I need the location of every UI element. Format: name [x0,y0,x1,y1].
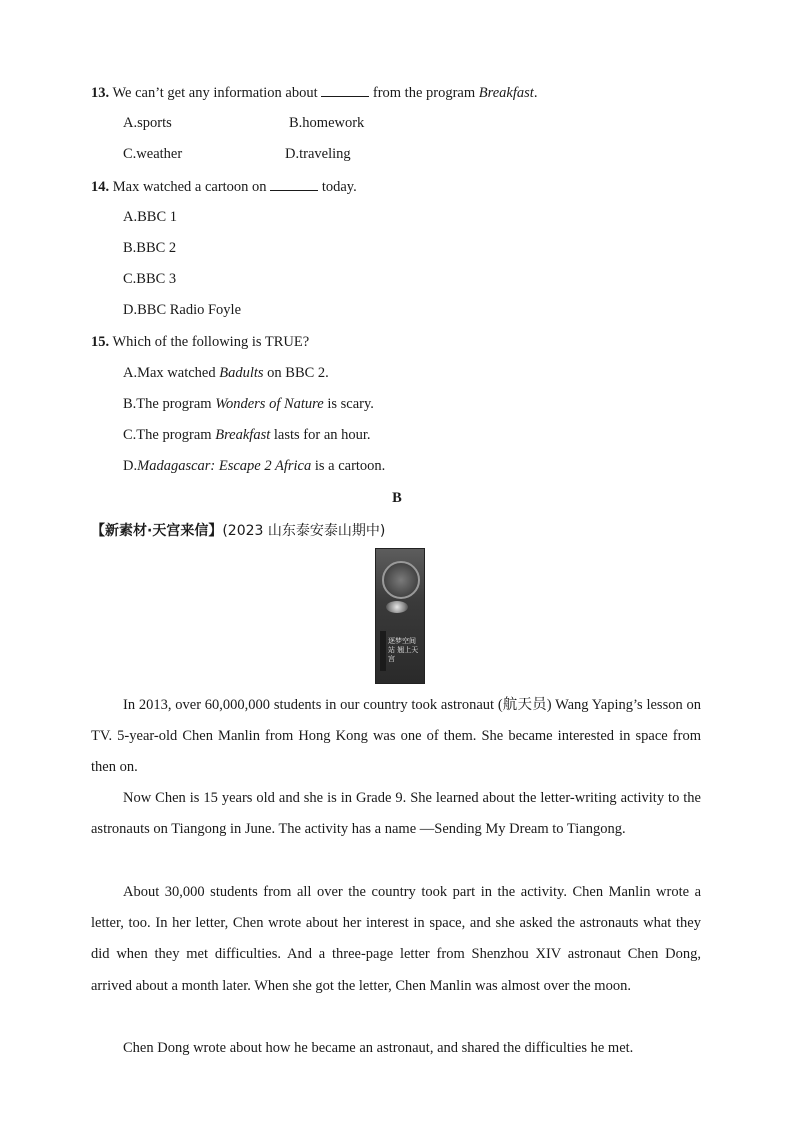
option-c: C.weather [123,146,183,162]
question-number: 13. [91,85,110,101]
option-d: D.traveling [285,146,351,162]
option-text: B.The program [123,396,216,412]
option-d: D.BBC Radio Foyle [123,302,242,318]
tiangong-photo [375,548,425,684]
question-15 [91,334,309,351]
paragraph-text: In 2013, over 60,000,000 students in our country took astronaut (航天员) Wang Yaping’s lesson on TV. 5-year-old Chen Manlin from Hong Kong was one of them. She became interested in space from then on. [91,697,701,776]
option-a: A.BBC 1 [123,209,177,225]
paragraph-text: About 30,000 students from all over the country took part in the activity. Chen Manlin wrote a letter, too. In her letter, Chen wrote about her interest in space, and she asked the astronauts what they did when they met difficulties. And a three-page letter from Shenzhou XIV astronaut Chen Dong, arrived about a month later. When she got the letter, Chen Manlin was almost over the moon. [91,884,701,994]
question-text-after: today. [318,179,357,195]
paragraph-text: Now Chen is 15 years old and she is in Grade 9. She learned about the letter-writing activity to the astronauts on Tiangong in June. The activity has a name —Sending My Dream to Tiangong. [91,790,701,838]
option-text: C.The program [123,427,216,443]
paragraph-4 [91,1033,701,1064]
option-c: C.BBC 3 [123,271,177,287]
program-title: Breakfast [215,427,271,443]
option-a [123,365,329,382]
source-line [91,520,385,540]
program-title: Madagascar: Escape 2 Africa [137,458,312,474]
paragraph-text: Chen Dong wrote about how he became an astronaut, and shared the difficulties he met. [123,1040,634,1056]
option-text: A.Max watched [123,365,220,381]
question-text-before: Max watched a cartoon on [112,179,271,195]
program-title: Wonders of Nature [215,396,324,412]
source-tag: 【新素材·天宫来信】 [91,523,223,539]
option-text: on BBC 2. [263,365,329,381]
paragraph-3 [91,877,701,1002]
question-14 [91,178,357,196]
astronaut-figure [380,631,386,671]
answer-blank [270,178,318,191]
option-b: B.BBC 2 [123,240,177,256]
section-label: B [392,490,402,506]
question-text: Which of the following is TRUE? [112,334,310,350]
porthole-shape [382,561,420,599]
question-13 [91,84,537,102]
photo-caption: 逐梦空间站 翘上天宫 [388,637,419,663]
question-number: 15. [91,334,110,350]
option-text: is scary. [323,396,374,412]
option-d [123,458,385,475]
light-glow [386,601,408,613]
option-b: B.homework [289,115,365,131]
option-a: A.sports [123,115,172,131]
program-title: Breakfast [478,85,534,101]
question-end: . [533,85,538,101]
question-text-before: We can’t get any information about [112,85,322,101]
option-text: D. [123,458,138,474]
answer-blank [321,84,369,97]
option-c [123,427,371,444]
paragraph-1 [91,690,701,784]
question-number: 14. [91,179,110,195]
question-text-after: from the program [369,85,479,101]
option-text: is a cartoon. [311,458,386,474]
option-b [123,396,374,413]
paragraph-2 [91,783,701,845]
source-detail: (2023 山东泰安泰山期中) [222,523,386,539]
option-text: lasts for an hour. [270,427,371,443]
program-title: Badults [219,365,264,381]
